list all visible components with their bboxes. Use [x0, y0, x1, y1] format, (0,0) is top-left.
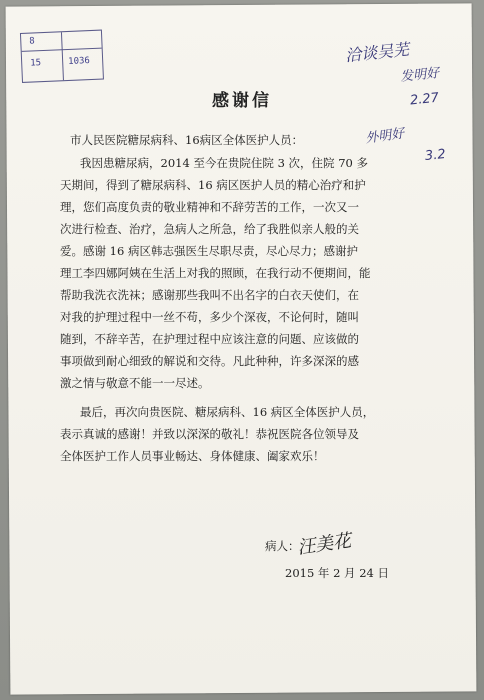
- signature-name: 汪美花: [296, 530, 353, 559]
- stamp-cell: 15: [30, 58, 42, 69]
- body-line: 全体医护工作人员事业畅达、身体健康、阖家欢乐！: [60, 449, 325, 463]
- salutation: 市人民医院糖尿病科、16病区全体医护人员：: [70, 133, 304, 147]
- body-line: 表示真诚的感谢！并致以深深的敬礼！恭祝医院各位领导及: [60, 427, 359, 441]
- handwritten-note-line: 洽谈吴芜: [344, 39, 410, 66]
- stamp-cell: 1036: [67, 56, 91, 67]
- receipt-stamp: [20, 30, 104, 83]
- body-line: 激之情与敬意不能一一尽述。: [60, 376, 210, 390]
- body-line: 天期间，得到了糖尿病科、16 病区医护人员的精心治疗和护: [60, 178, 366, 192]
- handwritten-note-line: 2.27: [409, 90, 440, 109]
- handwritten-note-line: 外明好: [364, 126, 406, 147]
- body-line: 帮助我洗衣洗袜；感谢那些我叫不出名字的白衣天使们，在: [60, 288, 359, 302]
- body-line: 理，您们高度负责的敬业精神和不辞劳苦的工作，一次又一: [60, 200, 359, 214]
- letter-title: 感谢信: [212, 91, 272, 111]
- handwritten-note-line: 3.2: [424, 146, 447, 165]
- signature-label: 病人：: [265, 539, 300, 553]
- letter-date: 2015 年 2 月 24 日: [285, 566, 389, 580]
- body-line: 随到，不辞辛苦，在护理过程中应该注意的问题、应该做的: [60, 332, 359, 346]
- body-line: 我因患糖尿病，2014 至今在贵院住院 3 次，住院 70 多: [80, 156, 368, 170]
- stamp-cell: 8: [29, 36, 35, 47]
- body-line: 爱。感谢 16 病区韩志强医生尽职尽责，尽心尽力；感谢护: [60, 244, 358, 258]
- body-line: 次进行检查、治疗，急病人之所急，给了我胜似亲人般的关: [60, 222, 359, 236]
- handwritten-note-line: 发明好: [399, 65, 440, 85]
- body-line: 对我的护理过程中一丝不苟，多少个深夜，不论何时，随叫: [60, 310, 359, 324]
- body-line: 最后，再次向贵医院、糖尿病科、16 病区全体医护人员，: [80, 405, 375, 419]
- body-line: 事项做到耐心细致的解说和交待。凡此种种，许多深深的感: [60, 354, 359, 368]
- body-line: 理工李四娜阿姨在生活上对我的照顾，在我行动不便期间，能: [60, 266, 371, 280]
